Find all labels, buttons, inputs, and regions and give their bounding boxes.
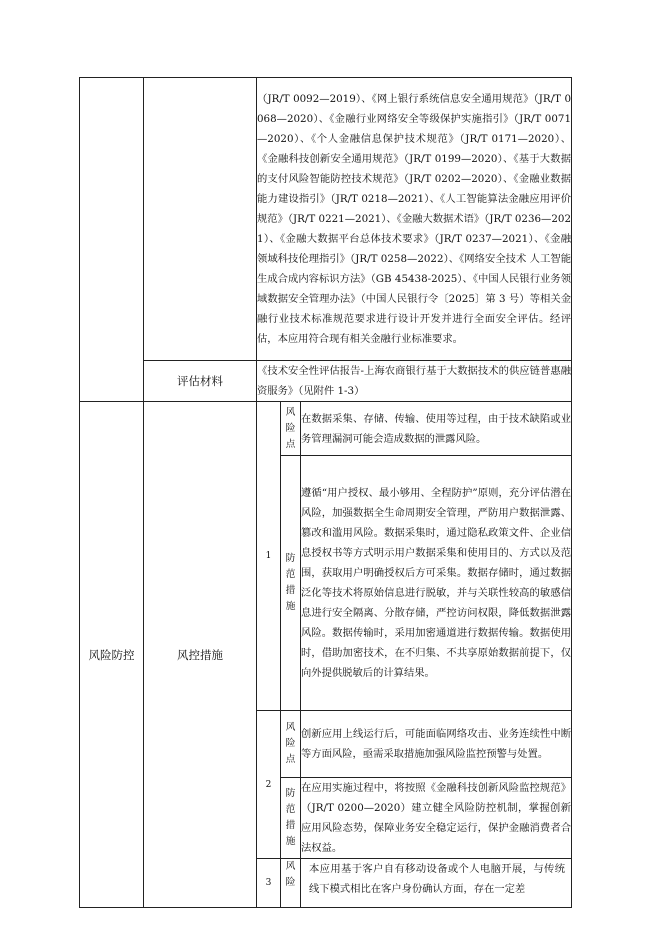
standards-text: （JR/T 0092—2019）、《网上银行系统信息安全通用规范》（JR/T 0068—2020）、《金融行业网络安全等级保护实施指引》（JR/T 0071—2020）、《个人金融信息保护技术规范》（JR/T 0171—2020）、《金融科技创新安全通用规范》（JR/T 0199—2020）、《基于大数据的支付风险智能防控技术规范》（JR/T 0202—2020）、《金融业数据能力建设指引》（JR/T 0218—2021）、《人工智能算法金融应用评价规范》（JR/T 0221—2021）、《金融大数据术语》（JR/T 0236—2021）、《金融大数据平台总体技术要求》（JR/T 0237—2021）、《金融领域科技伦理指引》（JR/T 0258—2022）、《网络安全技术 人工智能生成合成内容标识方法》（GB 45438-2025）、《中国人民银行业务领域数据安全管理办法》（中国人民银行令〔2025〕第 3 号）等相关金融行业技术标准规范要求进行设计开发并进行全面安全评估。经评估，本应用符合现有相关金融行业标准要求。 [257, 78, 572, 361]
risk-point-label: 风 险 点 [281, 402, 301, 456]
risk-number: 1 [257, 402, 281, 711]
empty-cell [80, 78, 144, 402]
empty-cell [144, 78, 257, 361]
risk-point-text: 创新应用上线运行后，可能面临网络攻击、业务连续性中断等方面风险，亟需采取措施加强风险监控预警与处置。 [301, 711, 572, 778]
subsection-label: 风控措施 [144, 402, 257, 908]
risk-point-label: 风 险 点 [281, 711, 301, 778]
measure-label: 防 范 措 施 [281, 778, 301, 859]
risk-number: 3 [257, 859, 281, 908]
section-label: 风险防控 [80, 402, 144, 908]
risk-point-text: 本应用基于客户自有移动设备或个人电脑开展，与传统线下模式相比在客户身份确认方面，存在一定差 [309, 863, 565, 895]
measure-text: 遵循“用户授权、最小够用、全程防护”原则，充分评估潜在风险，加强数据全生命周期安全管理，严防用户数据泄露、篡改和滥用风险。数据采集时，通过隐私政策文件、企业信息授权书等方式明示用户数据采集和使用目的、方式以及范围，获取用户明确授权后方可采集。数据存储时，通过数据泛化等技术将原始信息进行脱敏，并与关联性较高的敏感信息进行安全隔离、分散存储，严控访问权限，降低数据泄露风险。数据传输时，采用加密通道进行数据传输。数据使用时，借助加密技术，在不归集、不共享原始数据前提下，仅向外提供脱敏后的计算结果。 [301, 456, 572, 711]
measure-label: 防 范 措 施 [281, 456, 301, 711]
risk-1-point-row [80, 402, 572, 456]
risk-point-cell [301, 859, 572, 908]
risk-point-text: 在数据采集、存储、传输、使用等过程，由于技术缺陷或业务管理漏洞可能会造成数据的泄露风险。 [301, 402, 572, 456]
risk-number: 2 [257, 711, 281, 859]
evaluation-row [80, 361, 572, 402]
measure-text: 在应用实施过程中，将按照《金融科技创新风险监控规范》（JR/T 0200—2020）建立健全风险防控机制，掌握创新应用风险态势，保障业务安全稳定运行，保护金融消费者合法权益。 [301, 778, 572, 859]
evaluation-text: 《技术安全性评估报告-上海农商银行基于大数据技术的供应链普惠融资服务》（见附件 1-3） [257, 361, 572, 402]
risk-table [79, 77, 572, 908]
evaluation-label: 评估材料 [144, 361, 257, 402]
risk-point-label: 风 险 [281, 859, 301, 908]
standards-row [80, 78, 572, 361]
